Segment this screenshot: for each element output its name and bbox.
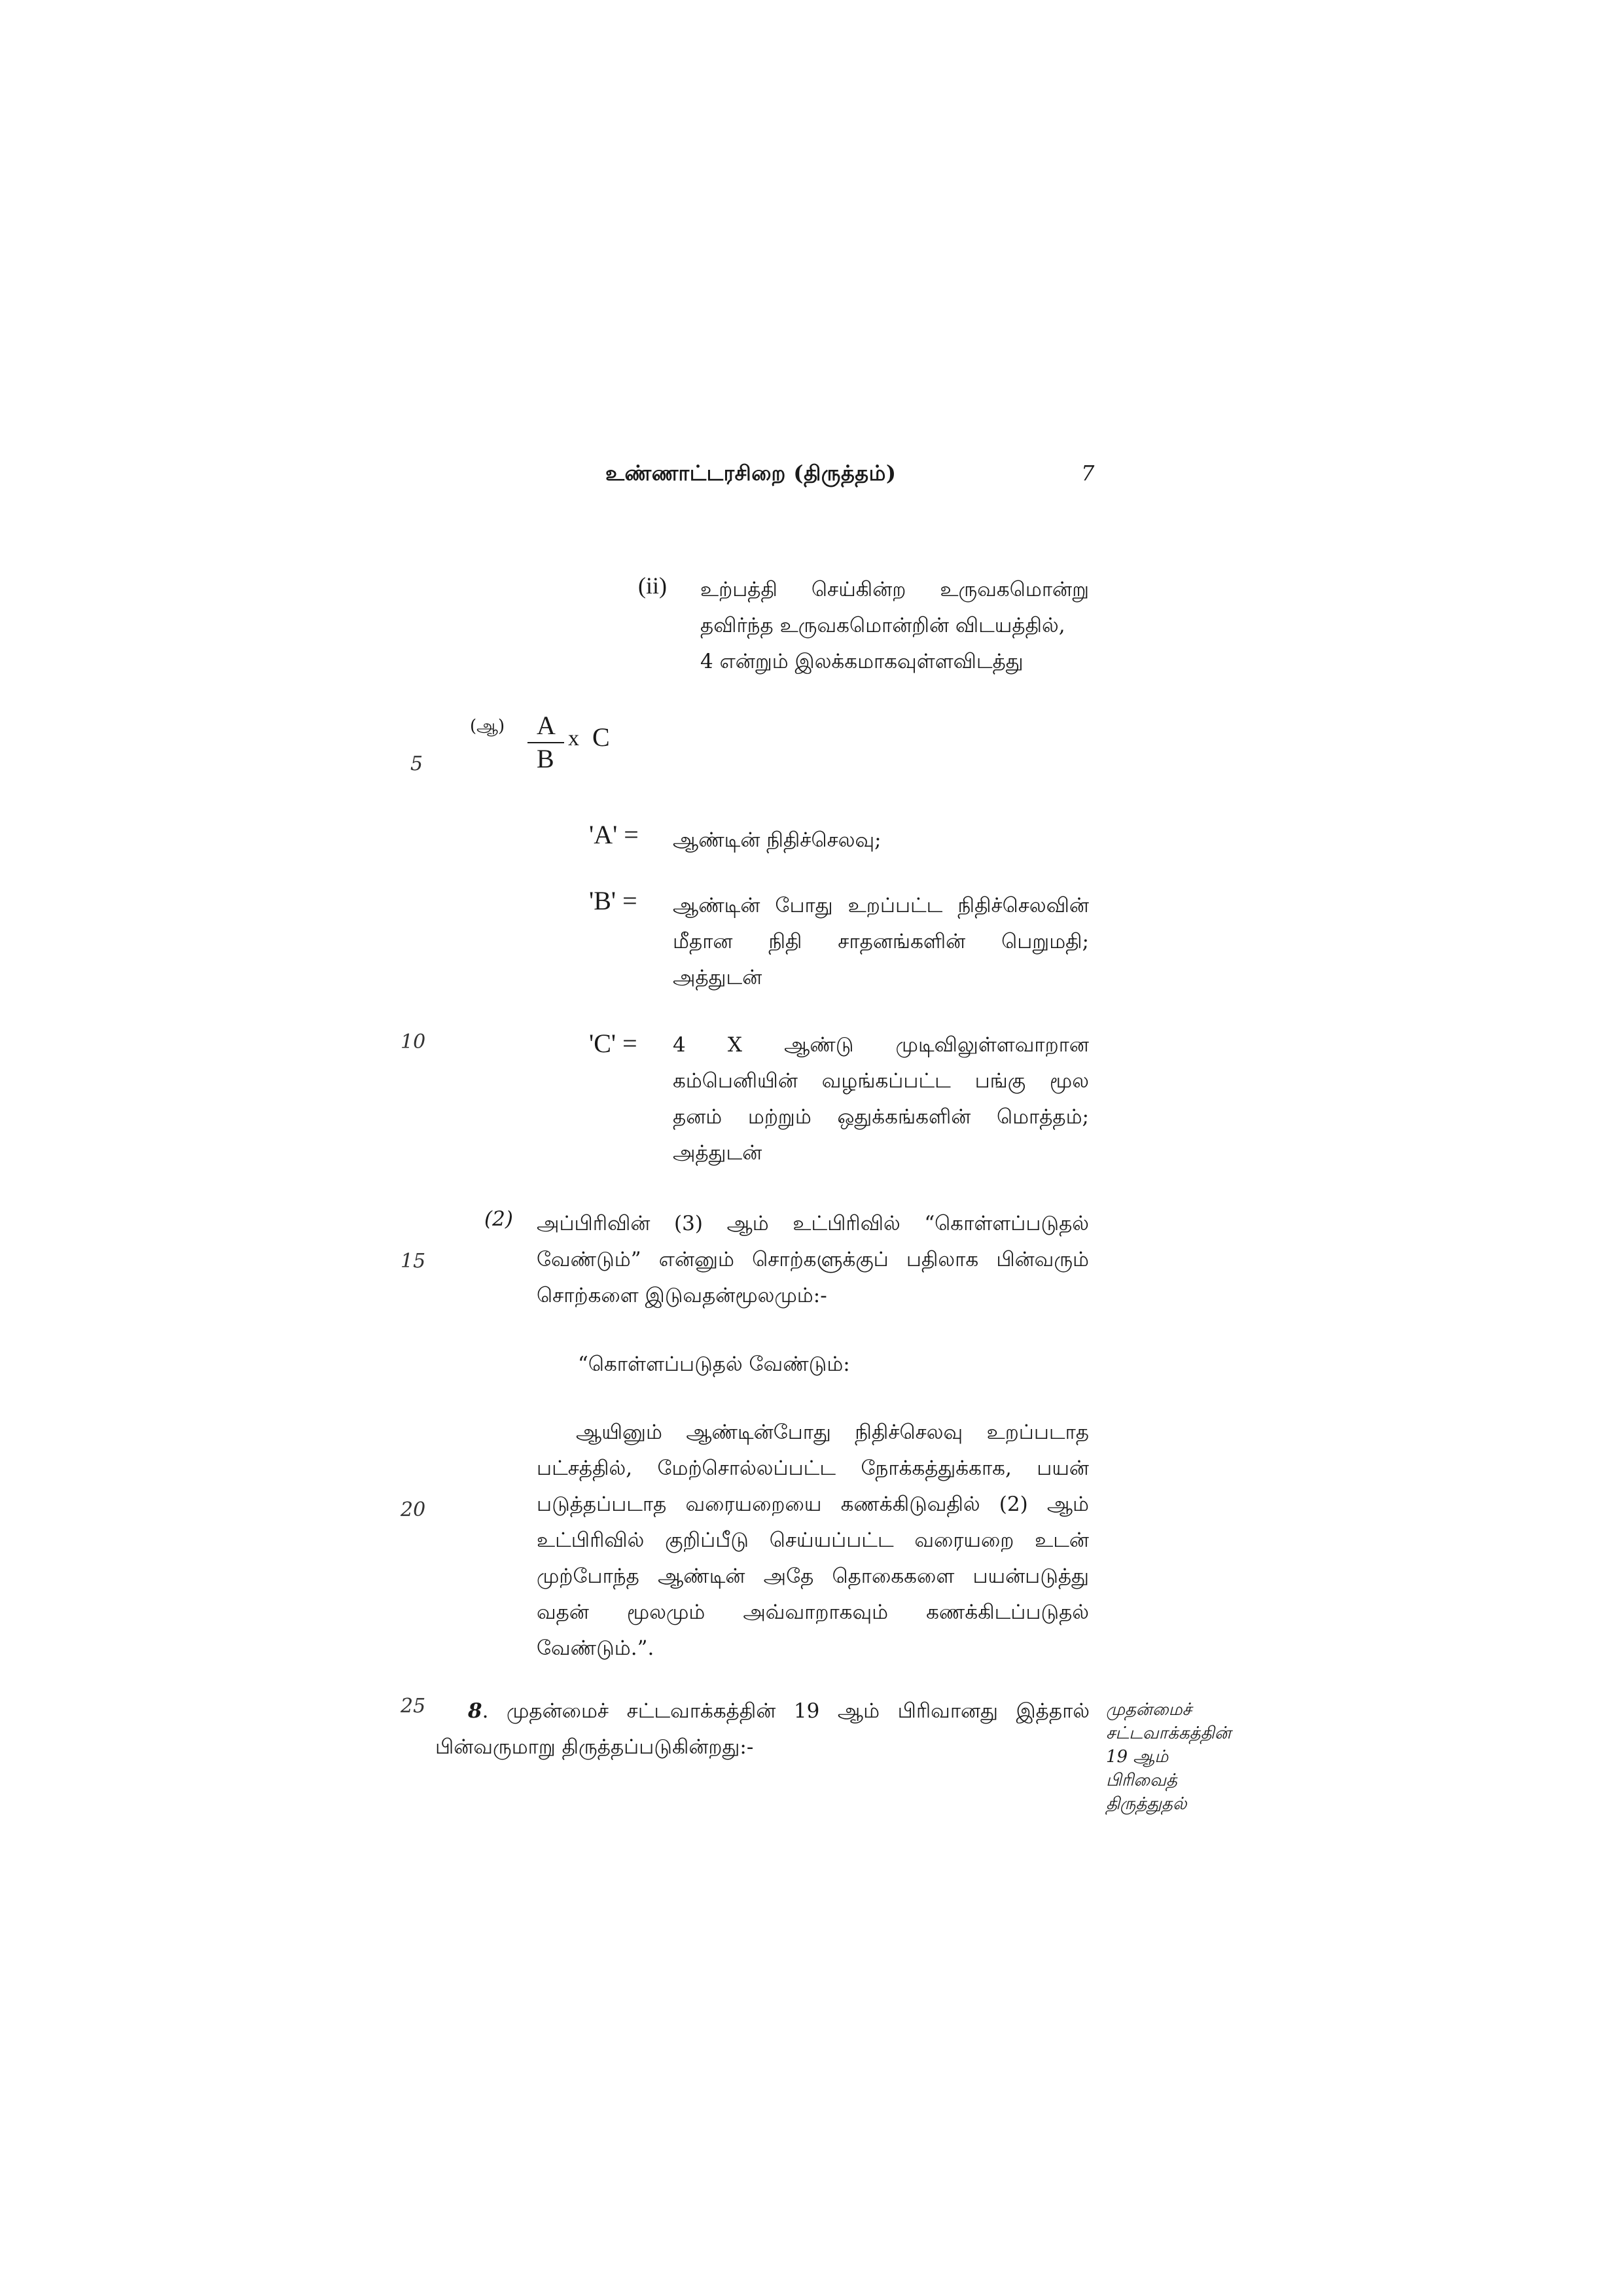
formula-numerator: A xyxy=(537,711,556,740)
definition-c-line: தனம் மற்றும் ஒதுக்கங்களின் மொத்தம்; xyxy=(673,1105,1089,1129)
section-8-number: 8 xyxy=(468,1699,482,1723)
item-ii-text xyxy=(700,572,1089,680)
section-8-first-line xyxy=(435,1693,1090,1729)
line-number-5: 5 xyxy=(410,752,423,775)
formula-times: x xyxy=(568,726,579,751)
definition-a-text: ஆண்டின் நிதிச்செலவு; xyxy=(673,828,882,852)
marginal-note-line: 19 ஆம் xyxy=(1106,1747,1169,1767)
definition-c-line: அத்துடன் xyxy=(673,1141,762,1165)
definition-c-text xyxy=(673,1027,1089,1171)
marginal-note-line: சட்டவாக்கத்தின் xyxy=(1106,1723,1231,1743)
definition-b-label: 'B' = xyxy=(589,886,637,915)
subsection-2-line: சொற்களை இடுவதன்மூலமும்:- xyxy=(537,1284,827,1307)
item-ii-line: 4 என்றும் இலக்கமாகவுள்ளவிடத்து xyxy=(700,650,1024,673)
subsection-2-line: வேண்டும்” என்னும் சொற்களுக்குப் பதிலாக பின்வரும் xyxy=(537,1248,1089,1271)
definition-b-line: ஆண்டின் போது உறப்பட்ட நிதிச்செலவின் xyxy=(673,894,1089,917)
line-number-10: 10 xyxy=(401,1031,426,1053)
marginal-note-line: திருத்துதல் xyxy=(1106,1794,1187,1814)
definition-b-line: மீதான நிதி சாதனங்களின் பெறுமதி; xyxy=(673,930,1089,953)
proviso-line: பட்சத்தில், மேற்சொல்லப்பட்ட நோக்கத்துக்காக, பயன் xyxy=(537,1457,1089,1480)
quoted-heading: “கொள்ளப்படுதல் வேண்டும்: xyxy=(578,1352,850,1376)
definition-c-line: 4 X ஆண்டு முடிவிலுள்ளவாறான xyxy=(673,1033,1089,1057)
subsection-2-line: அப்பிரிவின் (3) ஆம் உட்பிரிவில் “கொள்ளப்படுதல் xyxy=(537,1212,1089,1235)
marginal-note xyxy=(1106,1698,1231,1816)
proviso-line: வேண்டும்.”. xyxy=(537,1636,654,1660)
proviso-paragraph xyxy=(537,1415,1089,1667)
definition-b-line: அத்துடன் xyxy=(673,966,762,989)
item-ii-line: தவிர்ந்த உருவகமொன்றின் விடயத்தில், xyxy=(700,614,1065,637)
line-number-20: 20 xyxy=(401,1498,426,1521)
formula-marker: (ஆ) xyxy=(470,716,505,736)
proviso-line: உட்பிரிவில் குறிப்பீடு செய்யப்பட்ட வரையறை உடன் xyxy=(537,1528,1089,1552)
definition-a-label: 'A' = xyxy=(589,820,639,849)
proviso-line: படுத்தப்படாத வரையறையை கணக்கிடுவதில் (2) ஆம் xyxy=(537,1492,1089,1516)
formula-denominator: B xyxy=(537,744,554,773)
section-8-line: . முதன்மைச் சட்டவாக்கத்தின் 19 ஆம் பிரிவானது இத்தால் xyxy=(482,1699,1090,1723)
line-number-25: 25 xyxy=(401,1695,426,1718)
formula-multiplier: C xyxy=(592,722,610,752)
running-header-title: உண்ணாட்டரசிறை (திருத்தம்) xyxy=(605,461,897,486)
definition-c-label: 'C' = xyxy=(589,1029,637,1058)
definition-b-text xyxy=(673,888,1089,996)
proviso-line: வதன் மூலமும் அவ்வாறாகவும் கணக்கிடப்படுதல் xyxy=(537,1600,1089,1624)
subsection-2-text xyxy=(537,1206,1089,1314)
proviso-line: ஆயினும் ஆண்டின்போது நிதிச்செலவு உறப்படாத xyxy=(576,1421,1089,1444)
definition-c-line: கம்பெனியின் வழங்கப்பட்ட பங்கு மூல xyxy=(673,1069,1089,1093)
marginal-note-line: முதன்மைச் xyxy=(1106,1700,1192,1720)
item-ii-line: உற்பத்தி செய்கின்ற உருவகமொன்று xyxy=(700,578,1089,601)
section-8-line: பின்வருமாறு திருத்தப்படுகின்றது:- xyxy=(435,1735,754,1759)
line-number-15: 15 xyxy=(401,1250,426,1273)
page-number: 7 xyxy=(1081,461,1095,486)
subsection-2-marker: (2) xyxy=(484,1207,513,1231)
proviso-line: முற்போந்த ஆண்டின் அதே தொகைகளை பயன்படுத்து xyxy=(537,1564,1089,1588)
marginal-note-line: பிரிவைத் xyxy=(1106,1771,1177,1790)
section-8-paragraph xyxy=(435,1693,1090,1765)
item-ii-marker: (ii) xyxy=(638,573,667,599)
